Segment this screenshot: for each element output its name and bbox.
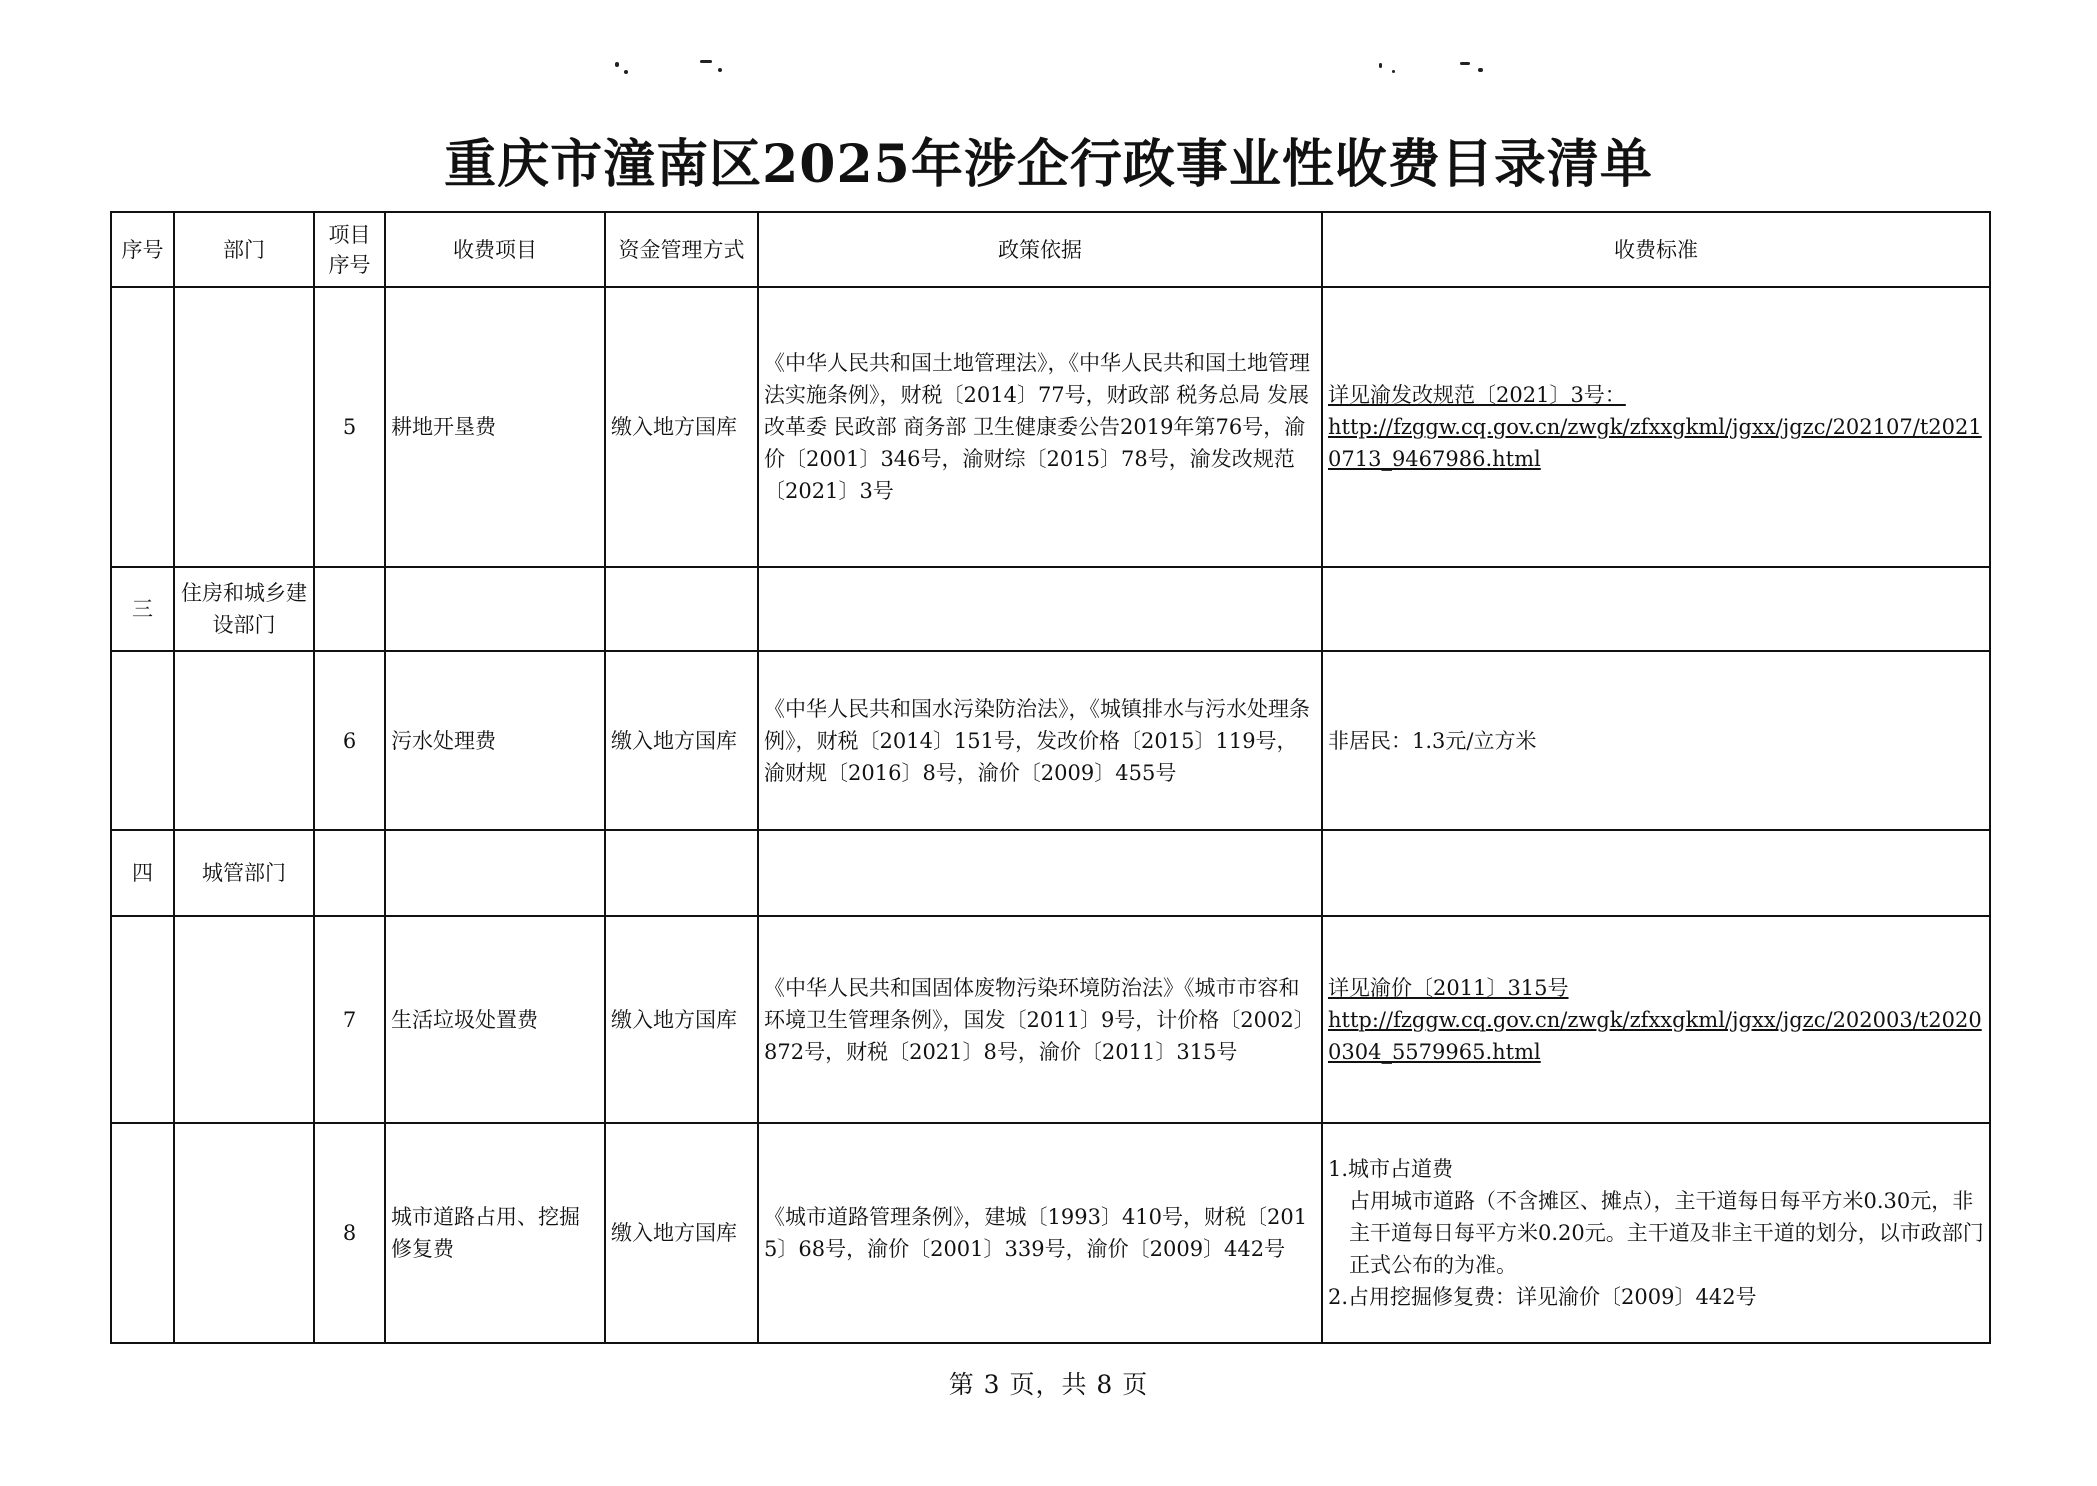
cell-fund: 缴入地方国库 <box>605 287 758 567</box>
header-row <box>111 212 1990 287</box>
cell-item: 耕地开垦费 <box>385 287 605 567</box>
standard-url-link[interactable]: http://fzggw.cq.gov.cn/zwgk/zfxxgkml/jgxx/jgzc/202003/t20200304_5579965.html <box>1328 1007 1982 1064</box>
cell-seq <box>111 651 174 830</box>
cell-policy: 《中华人民共和国水污染防治法》，《城镇排水与污水处理条例》，财税〔2014〕151号，发改价格〔2015〕119号，渝财规〔2016〕8号，渝价〔2009〕455号 <box>758 651 1322 830</box>
header-dept: 部门 <box>174 212 314 287</box>
header-fund: 资金管理方式 <box>605 212 758 287</box>
fee-catalog-table <box>110 211 1991 1344</box>
cell-standard <box>1322 287 1990 567</box>
cell-fund: 缴入地方国库 <box>605 651 758 830</box>
scan-specks <box>0 58 2097 78</box>
cell-fund: 缴入地方国库 <box>605 916 758 1123</box>
cell-dept <box>174 916 314 1123</box>
table-row <box>111 287 1990 567</box>
header-policy: 政策依据 <box>758 212 1322 287</box>
cell-standard <box>1322 567 1990 651</box>
header-seq: 序号 <box>111 212 174 287</box>
standard-reference-link[interactable]: 详见渝价〔2011〕315号 <box>1328 975 1569 1000</box>
cell-policy <box>758 830 1322 916</box>
cell-dept: 住房和城乡建设部门 <box>174 567 314 651</box>
cell-policy: 《中华人民共和国固体废物污染环境防治法》《城市市容和环境卫生管理条例》，国发〔2011〕9号，计价格〔2002〕872号，财税〔2021〕8号，渝价〔2011〕315号 <box>758 916 1322 1123</box>
cell-item: 城市道路占用、挖掘修复费 <box>385 1123 605 1343</box>
cell-standard <box>1322 1123 1990 1343</box>
cell-dept <box>174 287 314 567</box>
header-item: 收费项目 <box>385 212 605 287</box>
header-item-seq: 项目序号 <box>314 212 385 287</box>
cell-item-seq <box>314 830 385 916</box>
header-standard: 收费标准 <box>1322 212 1990 287</box>
cell-item-seq: 6 <box>314 651 385 830</box>
standard-line: 2.占用挖掘修复费：详见渝价〔2009〕442号 <box>1328 1285 1757 1309</box>
cell-standard <box>1322 830 1990 916</box>
cell-seq <box>111 1123 174 1343</box>
cell-seq: 四 <box>111 830 174 916</box>
page-title: 重庆市潼南区2025年涉企行政事业性收费目录清单 <box>444 134 1653 195</box>
standard-line: 占用城市道路（不含摊区、摊点），主干道每日每平方米0.30元，非主干道每日每平方米0.20元。主干道及非主干道的划分，以市政部门正式公布的为准。 <box>1349 1189 1984 1277</box>
cell-fund <box>605 567 758 651</box>
cell-item: 污水处理费 <box>385 651 605 830</box>
standard-line: 1.城市占道费 <box>1328 1157 1454 1181</box>
table-row <box>111 651 1990 830</box>
cell-seq <box>111 916 174 1123</box>
cell-seq <box>111 287 174 567</box>
standard-url-link[interactable]: http://fzggw.cq.gov.cn/zwgk/zfxxgkml/jgxx/jgzc/202107/t20210713_9467986.html <box>1328 415 1982 471</box>
cell-policy <box>758 567 1322 651</box>
cell-item <box>385 830 605 916</box>
cell-item-seq: 8 <box>314 1123 385 1343</box>
cell-dept <box>174 651 314 830</box>
cell-item <box>385 567 605 651</box>
table-row <box>111 916 1990 1123</box>
cell-item: 生活垃圾处置费 <box>385 916 605 1123</box>
table-row <box>111 1123 1990 1343</box>
cell-fund: 缴入地方国库 <box>605 1123 758 1343</box>
cell-seq: 三 <box>111 567 174 651</box>
cell-standard: 非居民：1.3元/立方米 <box>1322 651 1990 830</box>
cell-policy: 《城市道路管理条例》，建城〔1993〕410号，财税〔2015〕68号，渝价〔2001〕339号，渝价〔2009〕442号 <box>758 1123 1322 1343</box>
cell-dept <box>174 1123 314 1343</box>
section-row <box>111 567 1990 651</box>
cell-policy: 《中华人民共和国土地管理法》，《中华人民共和国土地管理法实施条例》，财税〔2014〕77号，财政部 税务总局 发展改革委 民政部 商务部 卫生健康委公告2019年第76号，渝价〔2001〕346号，渝财综〔2015〕78号，渝发改规范〔2021〕3号 <box>758 287 1322 567</box>
cell-item-seq <box>314 567 385 651</box>
cell-item-seq: 7 <box>314 916 385 1123</box>
cell-fund <box>605 830 758 916</box>
page-number: 第 3 页，共 8 页 <box>948 1370 1149 1399</box>
section-row <box>111 830 1990 916</box>
standard-reference-link[interactable]: 详见渝发改规范〔2021〕3号： <box>1328 383 1626 407</box>
cell-dept: 城管部门 <box>174 830 314 916</box>
cell-standard <box>1322 916 1990 1123</box>
cell-item-seq: 5 <box>314 287 385 567</box>
